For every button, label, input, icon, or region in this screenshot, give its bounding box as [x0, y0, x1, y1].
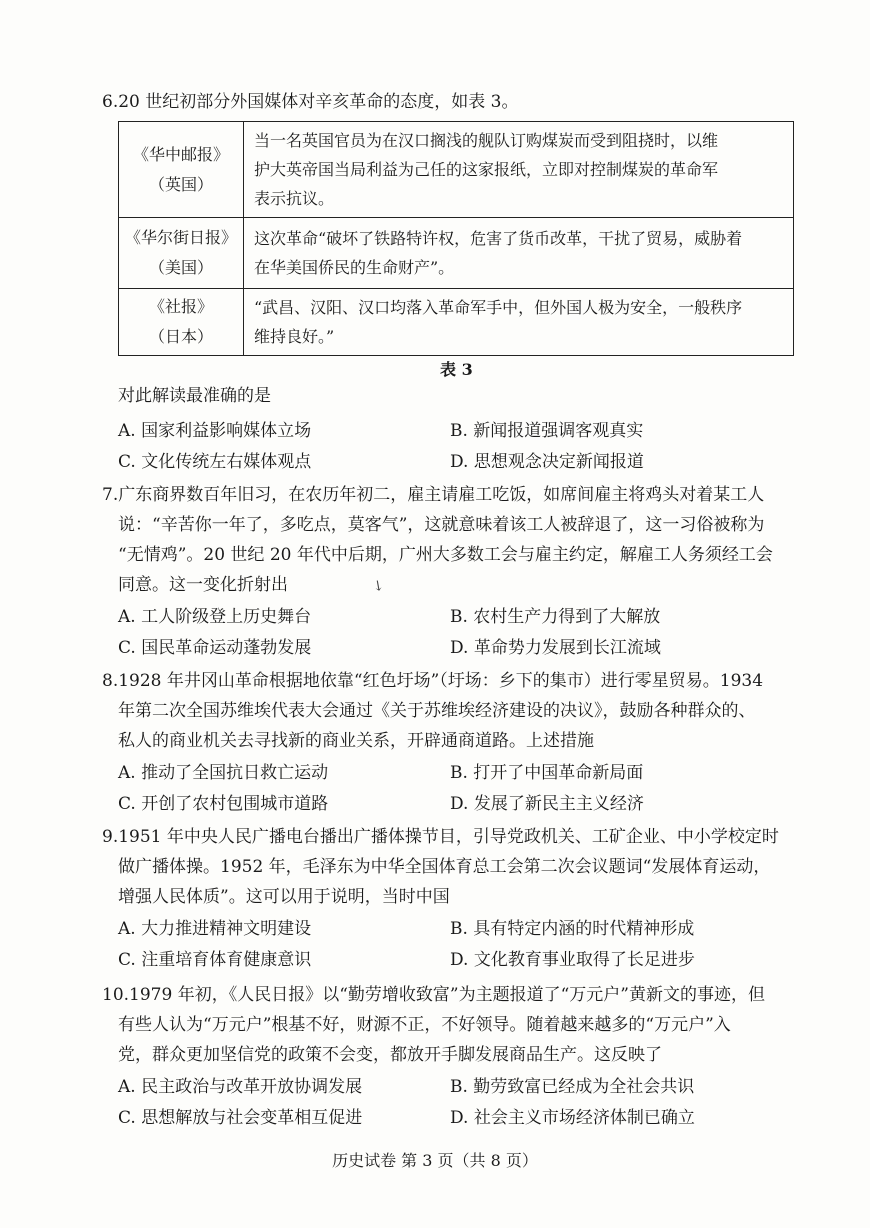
q9-stem-line: 做广播体操。1952 年，毛泽东为中华全国体育总工会第二次会议题词“发展体育运动， [118, 857, 771, 877]
source-country: （美国） [148, 258, 213, 277]
q9-stem-line: 9.1951 年中央人民广播电台播出广播体操节目，引导党政机关、工矿企业、中小学校定时 [102, 827, 779, 847]
table-caption: 表 3 [440, 360, 473, 379]
table-row [119, 218, 794, 289]
table-text-line: 维持良好。” [254, 327, 335, 346]
source-name: 《华中邮报》 [132, 144, 229, 164]
table-source-cell [119, 289, 244, 356]
q8-stem-line: 私人的商业机关去寻找新的商业关系，开辟通商道路。上述措施 [118, 731, 594, 751]
q9-option-c[interactable]: C. 注重培育体育健康意识 [118, 950, 312, 970]
q8-option-c[interactable]: C. 开创了农村包围城市道路 [118, 794, 329, 814]
table-row [119, 122, 794, 218]
q9-option-d[interactable]: D. 文化教育事业取得了长足进步 [450, 950, 695, 970]
q6-question: 对此解读最准确的是 [118, 386, 271, 406]
table-3 [118, 121, 794, 356]
q7-stem-line: “无情鸡”。20 世纪 20 年代中后期，广州大多数工会与雇主约定，解雇工人务须经工会 [118, 545, 773, 565]
table-text-cell [244, 218, 794, 289]
q8-option-b[interactable]: B. 打开了中国革命新局面 [450, 763, 644, 783]
table-text-line: “武昌、汉阳、汉口均落入革命军手中，但外国人极为安全，一般秩序 [254, 298, 743, 317]
page-footer: 历史试卷 第 3 页（共 8 页） [332, 1151, 538, 1170]
source-country: （英国） [148, 174, 213, 194]
q8-stem-line: 年第二次全国苏维埃代表大会通过《关于苏维埃经济建设的决议》，鼓励各种群众的、 [118, 701, 756, 721]
q9-option-b[interactable]: B. 具有特定内涵的时代精神形成 [450, 919, 695, 939]
q6-option-b[interactable]: B. 新闻报道强调客观真实 [450, 421, 644, 441]
table-text-line: 护大英帝国当局利益为己任的这家报纸，立即对控制煤炭的革命军 [254, 160, 719, 179]
q7-stem-line: 同意。这一变化折射出 [118, 575, 288, 595]
q8-stem-line: 8.1928 年井冈山革命根据地依靠“红色圩场”（圩场：乡下的集市）进行零星贸易。1934 [102, 671, 764, 691]
q6-option-d[interactable]: D. 思想观念决定新闻报道 [450, 452, 644, 472]
q6-option-a[interactable]: A. 国家利益影响媒体立场 [118, 421, 312, 441]
q10-stem-line: 有些人认为“万元户”根基不好，财源不正，不好领导。随着越来越多的“万元户”入 [118, 1015, 731, 1035]
q9-option-a[interactable]: A. 大力推进精神文明建设 [118, 919, 312, 939]
q10-stem-line: 10.1979 年初，《人民日报》以“勤劳增收致富”为主题报道了“万元户”黄新文的事迹，但 [102, 985, 765, 1005]
q7-option-d[interactable]: D. 革命势力发展到长江流域 [450, 638, 661, 658]
q9-stem-line: 增强人民体质”。这可以用于说明，当时中国 [118, 887, 450, 907]
q10-stem-line: 党，群众更加坚信党的政策不会变，都放开手脚发展商品生产。这反映了 [118, 1045, 662, 1065]
table-source-cell [119, 218, 244, 289]
table-text-line: 表示抗议。 [254, 189, 335, 208]
q7-option-a[interactable]: A. 工人阶级登上历史舞台 [118, 607, 312, 627]
q6-stem: 6.20 世纪初部分外国媒体对辛亥革命的态度，如表 3。 [102, 92, 519, 112]
table-source-cell [119, 122, 244, 218]
source-name: 《华尔街日报》 [124, 228, 237, 247]
q7-stem-line: 7.广东商界数百年旧习，在农历年初二，雇主请雇工吃饭，如席间雇主将鸡头对着某工人 [102, 485, 765, 505]
source-country: （日本） [148, 327, 213, 346]
q10-option-a[interactable]: A. 民主政治与改革开放协调发展 [118, 1077, 363, 1097]
q10-option-d[interactable]: D. 社会主义市场经济体制已确立 [450, 1108, 695, 1128]
table-text-line: 当一名英国官员为在汉口搁浅的舰队订购煤炭而受到阻挠时，以维 [254, 131, 719, 150]
table-text-cell [244, 122, 794, 218]
q8-option-d[interactable]: D. 发展了新民主主义经济 [450, 794, 644, 814]
stray-pen-mark: ↘ [368, 576, 388, 596]
q10-option-c[interactable]: C. 思想解放与社会变革相互促进 [118, 1108, 363, 1128]
q7-stem-line: 说：“辛苦你一年了，多吃点，莫客气”，这就意味着该工人被辞退了，这一习俗被称为 [118, 515, 765, 535]
table-text-cell [244, 289, 794, 356]
q7-option-c[interactable]: C. 国民革命运动蓬勃发展 [118, 638, 312, 658]
source-name: 《社报》 [148, 297, 213, 316]
table-row [119, 289, 794, 356]
q10-option-b[interactable]: B. 勤劳致富已经成为全社会共识 [450, 1077, 695, 1097]
q7-option-b[interactable]: B. 农村生产力得到了大解放 [450, 607, 661, 627]
q6-option-c[interactable]: C. 文化传统左右媒体观点 [118, 452, 312, 472]
table-text-line: 在华美国侨民的生命财产”。 [254, 258, 455, 277]
table-text-line: 这次革命“破坏了铁路特许权，危害了货币改革，干扰了贸易，威胁着 [254, 229, 743, 248]
q8-option-a[interactable]: A. 推动了全国抗日救亡运动 [118, 763, 329, 783]
